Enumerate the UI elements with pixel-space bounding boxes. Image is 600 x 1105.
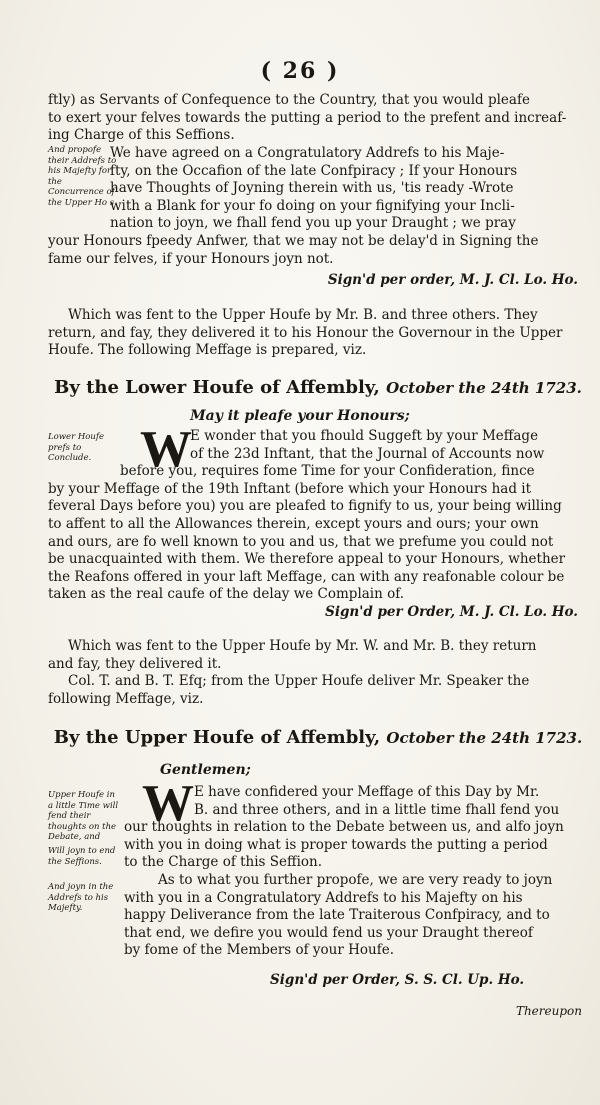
text-line: that end, we defire you would fend us your Draught thereof [124,924,533,941]
section-heading-lower-house [48,377,588,398]
text-line: Which was fent to the Upper Houfe by Mr. B. and three others. They [68,307,538,323]
text-line: nation to joyn, we fhall fend you up your Draught ; we pray [110,215,516,232]
salutation: Gentlemen; [160,762,251,778]
margin-note: Will joyn to end the Seffions. [48,846,116,867]
paragraph-congratulatory-address [48,872,588,960]
heading-title: By the Upper Houfe of Affembly, [53,727,381,748]
margin-note: And joyn in the Addrefs to his Majefty. [48,882,114,913]
signature-line: Sign'd per order, M. J. Cl. Lo. Ho. [327,272,578,288]
text-line: taken as the real caufe of the delay we Complain of. [48,586,405,603]
paragraph-continuation [48,92,588,145]
text-line: have Thoughts of Joyning therein with us, 'tis ready -Wrote [110,180,514,197]
text-line: by your Meffage of the 19th Inftant (before which your Honours had it [48,480,532,497]
text-line: happy Deliverance from the late Traiterous Confpiracy, and to [124,907,550,924]
text-line: E have confidered your Meffage of this Day by Mr. [194,784,540,800]
text-line: by fome of the Members of your Houfe. [124,942,394,959]
text-line: to affent to all the Allowances therein, except yours and ours; your own [48,515,539,532]
signature-1 [48,272,588,290]
text-line: and ours, are fo well known to you and us, that we prefume you could not [48,533,554,550]
text-line: E wonder that you fhould Suggeft by your Meffage [190,428,539,444]
text-line: feveral Days before you) you are pleafed to fignify to us, your being willing [48,498,562,515]
catchword: Thereupon [515,1004,582,1018]
text-line: your Honours fpeedy Anfwer, that we may not be delay'd in Signing the [48,232,539,249]
paragraph-lower-house-message [48,428,588,604]
paragraph-address-proposal [48,145,588,268]
text-line: to exert your felves towards the putting a period to the prefent and increaf- [48,109,567,126]
text-line: Which was fent to the Upper Houfe by Mr. W. and Mr. B. they return [68,638,537,654]
text-line: and fay, they delivered it. [48,655,222,672]
paragraph-upper-house-delivery [48,638,588,708]
text-line: following Meffage, viz. [48,690,204,707]
text-line: As to what you further propofe, we are very ready to joyn [158,872,553,888]
text-line: ftly) as Servants of Confequence to the Country, that you would pleafe [48,92,530,108]
text-line: with a Blank for your fo doing on your fignifying your Incli- [110,197,515,214]
heading-date: October the 24th 1723. [386,379,582,397]
heading-title: By the Lower Houfe of Affembly, [54,377,380,398]
paragraph-upper-house-message [48,784,588,872]
signature-line: Sign'd per Order, M. J. Cl. Lo. Ho. [325,604,578,620]
margin-note: Lower Houfe prefs to Conclude. [48,432,105,463]
text-line: fame our felves, if your Honours joyn not. [48,250,334,267]
drop-cap: W [142,775,194,832]
text-line: B. and three others, and in a little time fhall fend you [194,801,560,818]
text-line: ing Charge of this Seffions. [48,127,235,144]
text-line: before you, requires fome Time for your Confideration, fince [120,463,535,480]
text-line: fty, on the Occafion of the late Confpiracy ; If your Honours [110,162,518,179]
text-line: with you in a Congratulatory Addrefs to his Majefty on his [124,889,523,906]
text-line: the Reafons offered in your laft Meffage, can with any reafonable colour be [48,568,565,585]
signature-3 [270,972,570,990]
text-line: be unacquainted with them. We therefore appeal to your Honours, whether [48,551,566,568]
text-line: of the 23d Inftant, that the Journal of Accounts now [190,445,545,462]
salutation: May it pleafe your Honours; [190,408,410,424]
heading-date: October the 24th 1723. [386,729,583,747]
text-line: Col. T. and B. T. Efq; from the Upper Houfe deliver Mr. Speaker the [68,673,530,690]
text-line: to the Charge of this Seffion. [124,854,323,871]
text-line: We have agreed on a Congratulatory Addrefs to his Maje- [110,145,505,161]
signature-2 [48,604,588,622]
margin-note: Upper Houfe in a little Time will fend their thoughts on the Debate, and [48,790,119,842]
text-line: return, and fay, they delivered it to his Honour the Governour in the Upper [48,324,563,341]
text-line: Houfe. The following Meffage is prepared, viz. [48,342,367,359]
page-number: ( 26 ) [260,58,340,84]
paragraph-transmission [48,307,588,360]
section-heading-upper-house [48,727,588,748]
text-line: our thoughts in relation to the Debate between us, and alfo joyn [124,819,564,836]
text-line: with you in doing what is proper towards the putting a period [124,836,548,853]
drop-cap: W [140,421,192,478]
signature-line: Sign'd per Order, S. S. Cl. Up. Ho. [270,972,525,988]
margin-note: And propofe their Addrefs to his Majefty for the Concurrence of the Upper Ho s [48,145,117,208]
